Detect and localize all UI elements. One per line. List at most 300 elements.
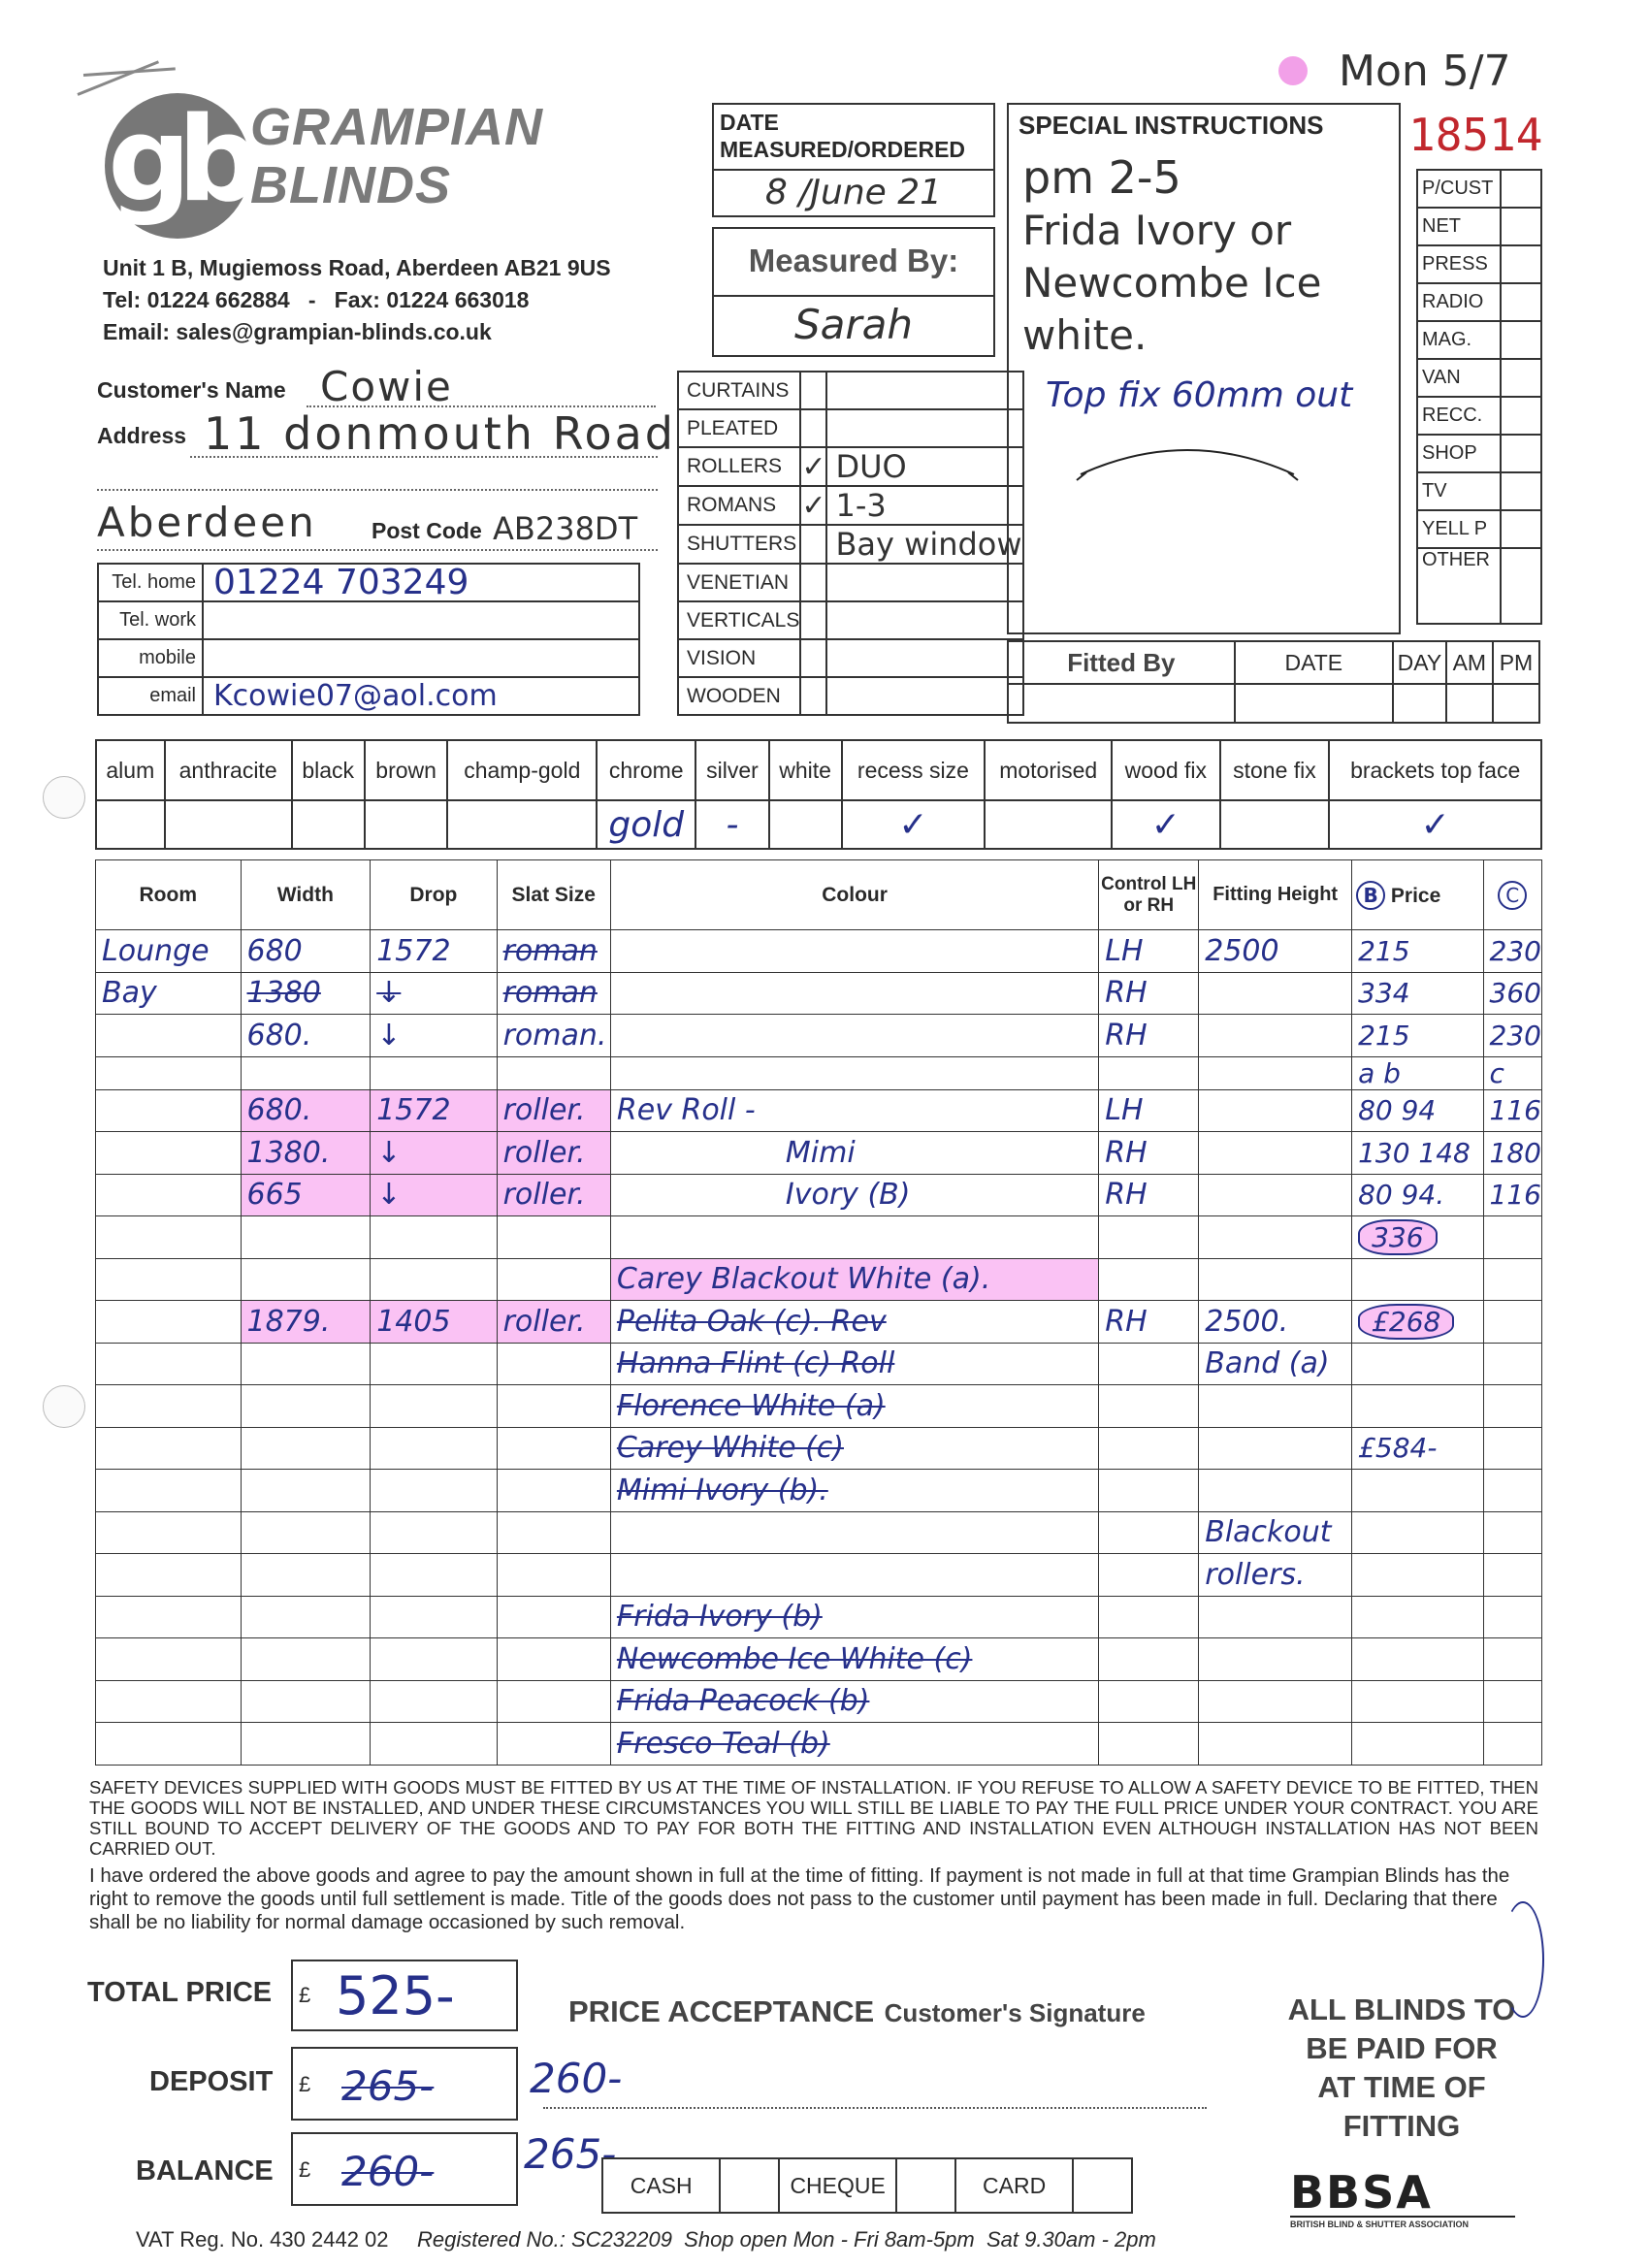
product-note[interactable] bbox=[826, 372, 1022, 409]
order-line-row bbox=[96, 1301, 1542, 1344]
line-width[interactable] bbox=[241, 1596, 371, 1638]
price-acceptance-label: PRICE ACCEPTANCE bbox=[568, 1994, 875, 2028]
line-fitting-height[interactable]: Band (a) bbox=[1199, 1343, 1352, 1385]
finish-value[interactable] bbox=[985, 800, 1112, 849]
line-fitting-height[interactable] bbox=[1199, 1470, 1352, 1512]
total-price-value[interactable]: 525- bbox=[336, 1965, 455, 2026]
line-fitting-height[interactable] bbox=[1199, 972, 1352, 1015]
source-checkbox[interactable] bbox=[1501, 510, 1541, 548]
source-row bbox=[1417, 397, 1541, 435]
line-price-c[interactable] bbox=[1483, 1511, 1541, 1554]
line-slat[interactable] bbox=[497, 1258, 610, 1301]
address-value[interactable]: 11 donmouth Road bbox=[204, 407, 676, 460]
order-line-row bbox=[96, 1015, 1542, 1057]
line-room[interactable] bbox=[96, 1343, 242, 1385]
line-price-c[interactable]: 180 bbox=[1483, 1132, 1541, 1175]
line-slat[interactable]: roman bbox=[497, 972, 610, 1015]
fitted-date-value[interactable] bbox=[1235, 684, 1393, 723]
product-check[interactable]: ✓ bbox=[800, 486, 826, 525]
line-slat[interactable]: roller. bbox=[497, 1132, 610, 1175]
product-check[interactable] bbox=[800, 372, 826, 409]
line-width[interactable] bbox=[241, 1511, 371, 1554]
line-price[interactable] bbox=[1352, 1216, 1483, 1259]
source-checkbox[interactable] bbox=[1501, 321, 1541, 359]
line-drop[interactable] bbox=[371, 1511, 497, 1554]
phone-value[interactable]: 01224 703249 bbox=[203, 564, 639, 601]
line-control[interactable] bbox=[1099, 1056, 1199, 1089]
line-width[interactable] bbox=[241, 1680, 371, 1723]
line-price-c[interactable]: 116 bbox=[1483, 1174, 1541, 1216]
line-slat[interactable] bbox=[497, 1385, 610, 1428]
line-width[interactable] bbox=[241, 1216, 371, 1259]
line-colour[interactable]: Pelita Oak (c). Rev bbox=[610, 1301, 1098, 1344]
line-room[interactable] bbox=[96, 1015, 242, 1057]
order-line-row bbox=[96, 1174, 1542, 1216]
line-control[interactable] bbox=[1099, 1216, 1199, 1259]
company-address: Unit 1 B, Mugiemoss Road, Aberdeen AB21 9US bbox=[103, 255, 611, 280]
line-price-c[interactable] bbox=[1483, 1301, 1541, 1344]
postcode-label: Post Code bbox=[372, 518, 482, 543]
instruction-line: white. bbox=[1022, 311, 1148, 359]
line-drop[interactable] bbox=[371, 1385, 497, 1428]
finish-value[interactable] bbox=[1220, 800, 1330, 849]
line-fitting-height[interactable]: 2500 bbox=[1199, 930, 1352, 973]
source-checkbox[interactable] bbox=[1501, 245, 1541, 283]
finish-value[interactable]: ✓ bbox=[1329, 800, 1541, 849]
line-control[interactable] bbox=[1099, 1511, 1199, 1554]
product-check[interactable] bbox=[800, 564, 826, 601]
line-slat[interactable] bbox=[497, 1056, 610, 1089]
line-price-c[interactable] bbox=[1483, 1554, 1541, 1597]
source-label: VAN bbox=[1417, 359, 1501, 397]
customer-name-value[interactable]: Cowie bbox=[320, 363, 453, 410]
source-row bbox=[1417, 283, 1541, 321]
line-fitting-height[interactable] bbox=[1199, 1258, 1352, 1301]
line-price[interactable]: 215 bbox=[1352, 930, 1483, 973]
line-colour[interactable]: Hanna Flint (c) Roll bbox=[610, 1343, 1098, 1385]
line-price-c[interactable] bbox=[1483, 1258, 1541, 1301]
line-price[interactable] bbox=[1352, 1596, 1483, 1638]
product-note[interactable] bbox=[826, 409, 1022, 447]
agreement-text: I have ordered the above goods and agree to pay the amount shown in full at the time of fitting. If payment is not made in full at that time Grampian Blinds has the right to remove the goods until full settlement is made. Title of the goods does not pass to the customer until payment has been made in full. Declaring that there shall be no liability for normal damage occasioned by such removal. bbox=[89, 1864, 1510, 1933]
payment-method-checkbox[interactable] bbox=[720, 2158, 779, 2213]
product-label: CURTAINS bbox=[678, 372, 800, 409]
payment-method-checkbox[interactable] bbox=[1073, 2158, 1132, 2213]
line-drop[interactable] bbox=[371, 1216, 497, 1259]
line-width[interactable]: 680. bbox=[241, 1089, 371, 1132]
line-room[interactable] bbox=[96, 1427, 242, 1470]
line-control[interactable]: RH bbox=[1099, 1132, 1199, 1175]
line-price[interactable] bbox=[1352, 1301, 1483, 1344]
line-room[interactable]: Lounge bbox=[96, 930, 242, 973]
line-width[interactable]: 665 bbox=[241, 1174, 371, 1216]
line-control[interactable] bbox=[1099, 1258, 1199, 1301]
line-control[interactable] bbox=[1099, 1554, 1199, 1597]
line-slat[interactable] bbox=[497, 1216, 610, 1259]
line-colour[interactable]: Fresco Teal (b) bbox=[610, 1723, 1098, 1766]
line-control[interactable] bbox=[1099, 1427, 1199, 1470]
line-colour[interactable] bbox=[610, 1554, 1098, 1597]
line-width[interactable] bbox=[241, 1554, 371, 1597]
line-fitting-height[interactable] bbox=[1199, 1723, 1352, 1766]
line-room[interactable] bbox=[96, 1680, 242, 1723]
source-checkbox[interactable] bbox=[1501, 397, 1541, 435]
product-row bbox=[678, 486, 1023, 525]
col-drop: Drop bbox=[371, 860, 497, 930]
finish-value[interactable] bbox=[769, 800, 842, 849]
notice-line: AT TIME OF bbox=[1317, 2070, 1486, 2104]
line-room[interactable] bbox=[96, 1089, 242, 1132]
dotted-line bbox=[97, 549, 658, 551]
line-price-c[interactable] bbox=[1483, 1470, 1541, 1512]
measured-by-value[interactable]: Sarah bbox=[793, 301, 914, 348]
phone-table bbox=[97, 563, 640, 716]
line-colour[interactable]: Frida Peacock (b) bbox=[610, 1680, 1098, 1723]
line-price[interactable] bbox=[1352, 1470, 1483, 1512]
address-label: Address bbox=[97, 423, 187, 448]
product-note[interactable] bbox=[826, 564, 1022, 601]
line-price[interactable] bbox=[1352, 1723, 1483, 1766]
line-slat[interactable] bbox=[497, 1470, 610, 1512]
balance-crossed-value: 260- bbox=[341, 2148, 435, 2195]
finish-value[interactable]: ✓ bbox=[842, 800, 986, 849]
product-row bbox=[678, 564, 1023, 601]
product-note[interactable] bbox=[826, 639, 1022, 677]
line-colour[interactable]: Newcombe Ice White (c) bbox=[610, 1638, 1098, 1681]
line-slat[interactable] bbox=[497, 1343, 610, 1385]
circled-total: 336 bbox=[1358, 1219, 1437, 1255]
source-checkbox[interactable] bbox=[1501, 283, 1541, 321]
payment-method-label: CASH bbox=[602, 2158, 720, 2213]
product-label: WOODEN bbox=[678, 677, 800, 715]
source-checkbox[interactable] bbox=[1501, 208, 1541, 245]
fitted-by-value[interactable] bbox=[1008, 684, 1235, 723]
line-price[interactable]: 334 bbox=[1352, 972, 1483, 1015]
fitted-pm-value[interactable] bbox=[1493, 684, 1539, 723]
line-fitting-height[interactable] bbox=[1199, 1680, 1352, 1723]
source-checkbox[interactable] bbox=[1501, 359, 1541, 397]
line-price[interactable] bbox=[1352, 1554, 1483, 1597]
finish-header: brown bbox=[365, 740, 448, 800]
line-width[interactable]: 1879. bbox=[241, 1301, 371, 1344]
line-fitting-height[interactable] bbox=[1199, 1174, 1352, 1216]
line-drop[interactable] bbox=[371, 1596, 497, 1638]
product-row bbox=[678, 677, 1023, 715]
line-colour[interactable]: Mimi Ivory (b). bbox=[610, 1470, 1098, 1512]
line-slat[interactable]: roller. bbox=[497, 1174, 610, 1216]
line-price[interactable] bbox=[1352, 1258, 1483, 1301]
line-price-c[interactable] bbox=[1483, 1680, 1541, 1723]
line-price-c[interactable] bbox=[1483, 1638, 1541, 1681]
line-slat[interactable]: roman. bbox=[497, 1015, 610, 1057]
line-colour[interactable]: Ivory (B) bbox=[610, 1174, 1098, 1216]
special-instructions-lines bbox=[1009, 146, 1399, 502]
line-control[interactable]: LH bbox=[1099, 1089, 1199, 1132]
line-fitting-height[interactable] bbox=[1199, 1132, 1352, 1175]
line-width[interactable]: 680 bbox=[241, 930, 371, 973]
line-width[interactable] bbox=[241, 1638, 371, 1681]
product-check[interactable]: ✓ bbox=[800, 447, 826, 486]
line-room[interactable] bbox=[96, 1596, 242, 1638]
line-width[interactable]: 1380. bbox=[241, 1132, 371, 1175]
line-price-c[interactable]: 116 bbox=[1483, 1089, 1541, 1132]
line-price-c[interactable] bbox=[1483, 1723, 1541, 1766]
product-check[interactable] bbox=[800, 639, 826, 677]
line-control[interactable]: LH bbox=[1099, 930, 1199, 973]
currency-symbol: £ bbox=[299, 2157, 311, 2182]
payment-notice bbox=[1251, 1991, 1552, 2146]
source-label: MAG. bbox=[1417, 321, 1501, 359]
line-slat[interactable]: roller. bbox=[497, 1089, 610, 1132]
line-price-c[interactable] bbox=[1483, 1216, 1541, 1259]
line-fitting-height[interactable] bbox=[1199, 1015, 1352, 1057]
product-note[interactable] bbox=[826, 677, 1022, 715]
date-value[interactable]: 8 /June 21 bbox=[764, 173, 943, 212]
product-note[interactable]: Bay window bbox=[826, 525, 1022, 564]
line-drop[interactable]: 1572 bbox=[371, 1089, 497, 1132]
line-price-c[interactable]: 230 bbox=[1483, 930, 1541, 973]
fitted-day-value[interactable] bbox=[1393, 684, 1446, 723]
line-control[interactable] bbox=[1099, 1470, 1199, 1512]
source-checkbox[interactable] bbox=[1501, 170, 1541, 208]
line-width[interactable] bbox=[241, 1427, 371, 1470]
phone-value[interactable] bbox=[203, 601, 639, 639]
finish-header: champ-gold bbox=[447, 740, 597, 800]
line-width[interactable]: 1380 bbox=[241, 972, 371, 1015]
line-control[interactable]: RH bbox=[1099, 972, 1199, 1015]
line-slat[interactable] bbox=[497, 1680, 610, 1723]
line-width[interactable] bbox=[241, 1056, 371, 1089]
line-slat[interactable]: roman bbox=[497, 930, 610, 973]
line-drop[interactable] bbox=[371, 1470, 497, 1512]
line-width[interactable] bbox=[241, 1723, 371, 1766]
line-control[interactable]: RH bbox=[1099, 1015, 1199, 1057]
line-room[interactable] bbox=[96, 1258, 242, 1301]
line-colour[interactable] bbox=[610, 1216, 1098, 1259]
line-width[interactable] bbox=[241, 1258, 371, 1301]
line-slat[interactable] bbox=[497, 1427, 610, 1470]
source-label: PRESS bbox=[1417, 245, 1501, 283]
line-room[interactable] bbox=[96, 1470, 242, 1512]
line-control[interactable] bbox=[1099, 1343, 1199, 1385]
phone-value[interactable]: Kcowie07@aol.com bbox=[203, 677, 639, 715]
source-row bbox=[1417, 359, 1541, 397]
line-slat[interactable] bbox=[497, 1511, 610, 1554]
col-colour: Colour bbox=[610, 860, 1098, 930]
finish-value[interactable] bbox=[447, 800, 597, 849]
line-colour[interactable] bbox=[610, 1056, 1098, 1089]
line-price[interactable]: 80 94 bbox=[1352, 1089, 1483, 1132]
line-fitting-height[interactable] bbox=[1199, 1638, 1352, 1681]
line-drop[interactable]: ↓ bbox=[371, 1174, 497, 1216]
line-price-c[interactable] bbox=[1483, 1343, 1541, 1385]
line-drop[interactable]: ↓ bbox=[371, 1132, 497, 1175]
line-room[interactable] bbox=[96, 1174, 242, 1216]
deposit-box bbox=[291, 2047, 518, 2121]
city-value[interactable]: Aberdeen bbox=[97, 499, 317, 546]
product-note[interactable] bbox=[826, 601, 1022, 639]
line-control[interactable] bbox=[1099, 1638, 1199, 1681]
line-colour[interactable] bbox=[610, 930, 1098, 973]
balance-box bbox=[291, 2132, 518, 2206]
line-drop[interactable] bbox=[371, 1638, 497, 1681]
notice-line: FITTING bbox=[1342, 2109, 1461, 2143]
postcode-value[interactable]: AB238DT bbox=[493, 510, 638, 547]
line-width[interactable] bbox=[241, 1385, 371, 1428]
line-drop[interactable] bbox=[371, 1343, 497, 1385]
line-width[interactable] bbox=[241, 1470, 371, 1512]
line-price-c[interactable] bbox=[1483, 1596, 1541, 1638]
line-slat[interactable] bbox=[497, 1723, 610, 1766]
line-room[interactable] bbox=[96, 1056, 242, 1089]
product-label: VERTICALS bbox=[678, 601, 800, 639]
line-drop[interactable] bbox=[371, 1056, 497, 1089]
line-fitting-height[interactable]: rollers. bbox=[1199, 1554, 1352, 1597]
line-price[interactable] bbox=[1352, 1511, 1483, 1554]
line-control[interactable] bbox=[1099, 1385, 1199, 1428]
line-price-c[interactable] bbox=[1483, 1427, 1541, 1470]
order-line-row bbox=[96, 1427, 1542, 1470]
source-row bbox=[1417, 170, 1541, 208]
line-colour[interactable]: Rev Roll - bbox=[610, 1089, 1098, 1132]
line-fitting-height[interactable] bbox=[1199, 1216, 1352, 1259]
line-price[interactable] bbox=[1352, 1343, 1483, 1385]
line-drop[interactable]: ↓ bbox=[371, 1015, 497, 1057]
notice-line: BE PAID FOR bbox=[1306, 2031, 1498, 2065]
line-width[interactable] bbox=[241, 1343, 371, 1385]
phone-value[interactable] bbox=[203, 639, 639, 677]
line-room[interactable] bbox=[96, 1301, 242, 1344]
line-fitting-height[interactable]: Blackout bbox=[1199, 1511, 1352, 1554]
line-drop[interactable] bbox=[371, 1554, 497, 1597]
finish-value[interactable]: gold bbox=[597, 800, 695, 849]
finish-value[interactable] bbox=[292, 800, 365, 849]
line-room[interactable] bbox=[96, 1511, 242, 1554]
product-check[interactable] bbox=[800, 525, 826, 564]
line-colour[interactable]: Carey Blackout White (a). bbox=[610, 1258, 1098, 1301]
line-fitting-height[interactable] bbox=[1199, 1385, 1352, 1428]
line-drop[interactable] bbox=[371, 1723, 497, 1766]
line-drop[interactable]: 1572 bbox=[371, 930, 497, 973]
line-price-c[interactable]: 230 bbox=[1483, 1015, 1541, 1057]
balance-value[interactable]: 265- bbox=[524, 2130, 617, 2178]
source-checkbox[interactable] bbox=[1501, 548, 1541, 624]
fitted-am-value[interactable] bbox=[1446, 684, 1493, 723]
line-drop[interactable] bbox=[371, 1680, 497, 1723]
finish-value[interactable]: ✓ bbox=[1112, 800, 1219, 849]
line-price[interactable]: 215 bbox=[1352, 1015, 1483, 1057]
line-room[interactable] bbox=[96, 1638, 242, 1681]
source-row bbox=[1417, 435, 1541, 472]
line-slat[interactable] bbox=[497, 1638, 610, 1681]
line-colour[interactable]: Frida Ivory (b) bbox=[610, 1596, 1098, 1638]
line-price[interactable]: £584- bbox=[1352, 1427, 1483, 1470]
product-check[interactable] bbox=[800, 601, 826, 639]
payment-method-checkbox[interactable] bbox=[896, 2158, 955, 2213]
line-drop[interactable]: ↓ bbox=[371, 972, 497, 1015]
measured-by-label: Measured By: bbox=[714, 229, 993, 297]
product-note[interactable]: 1-3 bbox=[826, 486, 1022, 525]
source-checkbox[interactable] bbox=[1501, 472, 1541, 510]
line-fitting-height[interactable]: 2500. bbox=[1199, 1301, 1352, 1344]
instruction-line: Frida Ivory or bbox=[1022, 207, 1292, 254]
logo-name-line1: GRAMPIAN bbox=[250, 98, 543, 156]
line-room[interactable] bbox=[96, 1723, 242, 1766]
finish-value[interactable] bbox=[365, 800, 448, 849]
customer-signature-label: Customer's Signature bbox=[884, 1998, 1146, 2027]
line-room[interactable] bbox=[96, 1554, 242, 1597]
line-control[interactable] bbox=[1099, 1723, 1199, 1766]
order-lines-table bbox=[95, 859, 1542, 1766]
finish-header: anthracite bbox=[165, 740, 292, 800]
line-control[interactable] bbox=[1099, 1596, 1199, 1638]
finish-value[interactable] bbox=[96, 800, 165, 849]
product-label: ROLLERS bbox=[678, 447, 800, 486]
product-check[interactable] bbox=[800, 409, 826, 447]
line-drop[interactable] bbox=[371, 1427, 497, 1470]
line-price[interactable]: a b bbox=[1352, 1056, 1483, 1089]
line-price[interactable]: 80 94. bbox=[1352, 1174, 1483, 1216]
line-colour[interactable]: Florence White (a) bbox=[610, 1385, 1098, 1428]
line-drop[interactable] bbox=[371, 1258, 497, 1301]
line-slat[interactable] bbox=[497, 1596, 610, 1638]
line-room[interactable]: Bay bbox=[96, 972, 242, 1015]
line-control[interactable]: RH bbox=[1099, 1174, 1199, 1216]
phone-row bbox=[98, 601, 639, 639]
deposit-value[interactable]: 260- bbox=[530, 2055, 623, 2102]
fitted-day-label: DAY bbox=[1393, 641, 1446, 684]
line-fitting-height[interactable] bbox=[1199, 1427, 1352, 1470]
line-colour[interactable]: Mimi bbox=[610, 1132, 1098, 1175]
line-fitting-height[interactable] bbox=[1199, 1089, 1352, 1132]
source-label: RADIO bbox=[1417, 283, 1501, 321]
line-slat[interactable]: roller. bbox=[497, 1301, 610, 1344]
line-price-c[interactable] bbox=[1483, 1385, 1541, 1428]
logo-mark: gb bbox=[105, 93, 250, 239]
line-slat[interactable] bbox=[497, 1554, 610, 1597]
line-room[interactable] bbox=[96, 1132, 242, 1175]
finish-header: stone fix bbox=[1220, 740, 1330, 800]
line-drop[interactable]: 1405 bbox=[371, 1301, 497, 1344]
line-price-c[interactable]: c bbox=[1483, 1056, 1541, 1089]
line-price[interactable] bbox=[1352, 1638, 1483, 1681]
line-colour[interactable] bbox=[610, 1015, 1098, 1057]
line-colour[interactable] bbox=[610, 972, 1098, 1015]
finish-value[interactable]: - bbox=[695, 800, 768, 849]
line-fitting-height[interactable] bbox=[1199, 1056, 1352, 1089]
source-checkbox[interactable] bbox=[1501, 435, 1541, 472]
product-note[interactable]: DUO bbox=[826, 447, 1022, 486]
line-width[interactable]: 680. bbox=[241, 1015, 371, 1057]
product-check[interactable] bbox=[800, 677, 826, 715]
line-colour[interactable] bbox=[610, 1511, 1098, 1554]
line-price[interactable]: 130 148 bbox=[1352, 1132, 1483, 1175]
finish-header: silver bbox=[695, 740, 768, 800]
line-price-c[interactable]: 360 bbox=[1483, 972, 1541, 1015]
line-room[interactable] bbox=[96, 1216, 242, 1259]
line-control[interactable]: RH bbox=[1099, 1301, 1199, 1344]
line-room[interactable] bbox=[96, 1385, 242, 1428]
fitted-pm-label: PM bbox=[1493, 641, 1539, 684]
line-price[interactable] bbox=[1352, 1385, 1483, 1428]
finish-value[interactable] bbox=[165, 800, 292, 849]
line-price[interactable] bbox=[1352, 1680, 1483, 1723]
line-control[interactable] bbox=[1099, 1680, 1199, 1723]
measured-by-box bbox=[712, 227, 995, 357]
line-colour[interactable]: Carey White (c) bbox=[610, 1427, 1098, 1470]
fitted-by-table bbox=[1007, 640, 1540, 724]
line-fitting-height[interactable] bbox=[1199, 1596, 1352, 1638]
